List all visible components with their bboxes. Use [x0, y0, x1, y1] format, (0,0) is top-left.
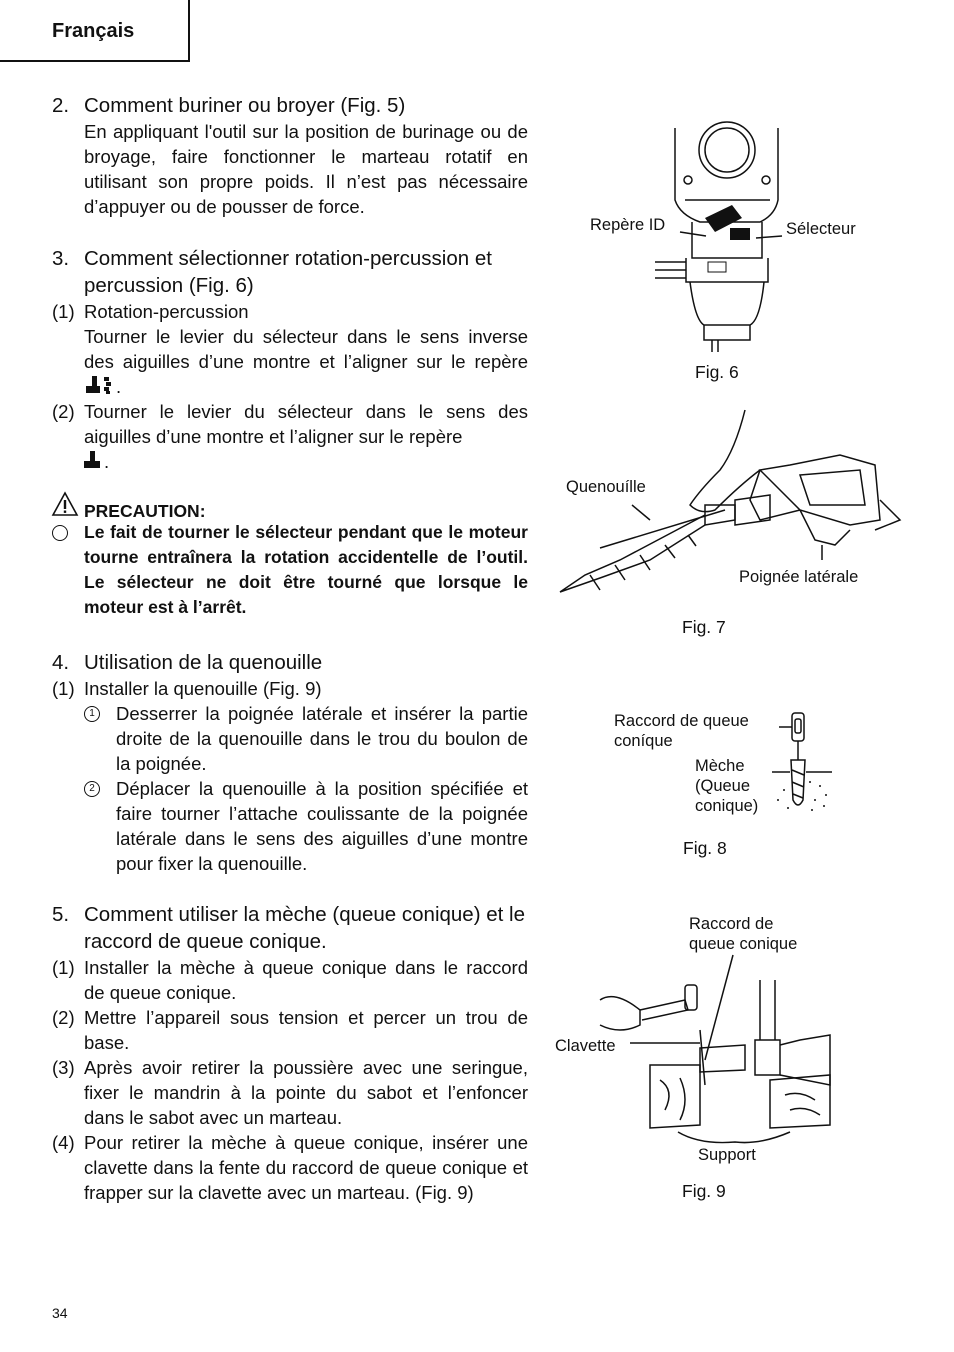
fig6-label-repere: Repère ID	[590, 216, 666, 234]
fig6-caption: Fig. 6	[695, 362, 739, 382]
list-item: (1) Installer la mèche à queue conique dans le raccord de queue conique.	[52, 957, 528, 1003]
list-item: (3) Après avoir retirer la poussière avec une seringue, fixer le mandrin à la pointe du sabot et l’enfoncer dans le sabot avec un marteau.	[52, 1057, 528, 1128]
section-4-heading: 4. Utilisation de la quenouille	[52, 649, 528, 676]
section-4-step-1: 1 Desserrer la poignée latérale et insérer la partie droite de la quenouille dans le trou du boulon de la poignée.	[52, 701, 528, 776]
fig9-label-support: Support	[698, 1146, 756, 1164]
section-4-step-2: 2 Déplacer la quenouille à la position spécifiée et faire tourner l’attache coulissante de la poignée latérale dans le sens des aiguilles d’une montre pour fixer la quenouille.	[52, 776, 528, 876]
step-1-marker: 1	[84, 706, 100, 722]
section-3-title: Comment sélectionner rotation-percussion et percussion (Fig. 6)	[84, 247, 492, 297]
fig8-label-meche: Mèche (Queue conique)	[695, 757, 759, 815]
section-4: 4. Utilisation de la quenouille (1) Installer la quenouille (Fig. 9) 1 Desserrer la poignée latérale et insérer la partie droite de la quenouille dans le trou du boulon de la poignée. 2 Déplacer la quenouille à la position spécifiée et faire tourner l’attache coulissante de la poignée latérale dans le sens des aiguilles d’une montre pour fixer la quenouille.	[52, 651, 528, 874]
section-5-title: Comment utiliser la mèche (queue conique) et le raccord de queue conique.	[84, 903, 525, 953]
fig8-caption: Fig. 8	[683, 838, 727, 858]
list-item: (2) Mettre l’appareil sous tension et percer un trou de base.	[52, 1007, 528, 1053]
fig7-caption: Fig. 7	[682, 617, 726, 637]
step-2-marker: 2	[84, 781, 100, 797]
fig6-label-selecteur: Sélecteur	[786, 220, 856, 238]
fig8-label-raccord: Raccord de queue coníque	[614, 712, 749, 750]
fig9-caption: Fig. 9	[682, 1181, 726, 1201]
section-3-item-1: (1) Rotation-percussion Tourner le levier du sélecteur dans le sens inverse des aiguilles d’une montre et l’aligner sur le repère .	[52, 301, 528, 397]
page-number: 34	[52, 1305, 68, 1321]
language-label: Français	[52, 20, 135, 42]
section-3-heading: 3. Comment sélectionner rotation-percussion et percussion (Fig. 6)	[52, 245, 528, 299]
section-2-heading: 2. Comment buriner ou broyer (Fig. 5)	[52, 92, 528, 119]
section-2-body: En appliquant l'outil sur la position de burinage ou de broyage, faire fonctionner le marteau rotatif en utilisant son propre poids. Il n’est pas nécessaire d’appuyer ou de pousser de force.	[84, 121, 528, 217]
fig9-label-clavette: Clavette	[555, 1037, 616, 1055]
section-2-title: Comment buriner ou broyer (Fig. 5)	[84, 94, 406, 117]
fig7-label-poignee: Poignée latérale	[739, 568, 859, 586]
section-4-item-1: Installer la quenouille (Fig. 9)	[84, 678, 322, 699]
section-5-heading: 5. Comment utiliser la mèche (queue conique) et le raccord de queue conique.	[52, 901, 528, 955]
section-4-title: Utilisation de la quenouille	[84, 651, 323, 674]
caution-text: Le fait de tourner le sélecteur pendant que le moteur tourne entraînera la rotation accidentelle de l’outil. Le sélecteur ne doit être tourné que lorsque le moteur est à l’arrêt.	[84, 522, 528, 617]
section-3-item-2: (2) Tourner le levier du sélecteur dans le sens des aiguilles d’une montre et l’aligner sur le repère .	[52, 401, 528, 472]
fig7-label-quenouille: Quenouílle	[566, 478, 646, 496]
list-item: (4) Pour retirer la mèche à queue conique, insérer une clavette dans la fente du raccord de queue conique et frapper sur la clavette avec un marteau. (Fig. 9)	[52, 1132, 528, 1203]
fig9-label-raccord: Raccord de queue conique	[689, 915, 798, 953]
caution-title: PRECAUTION:	[84, 501, 206, 521]
